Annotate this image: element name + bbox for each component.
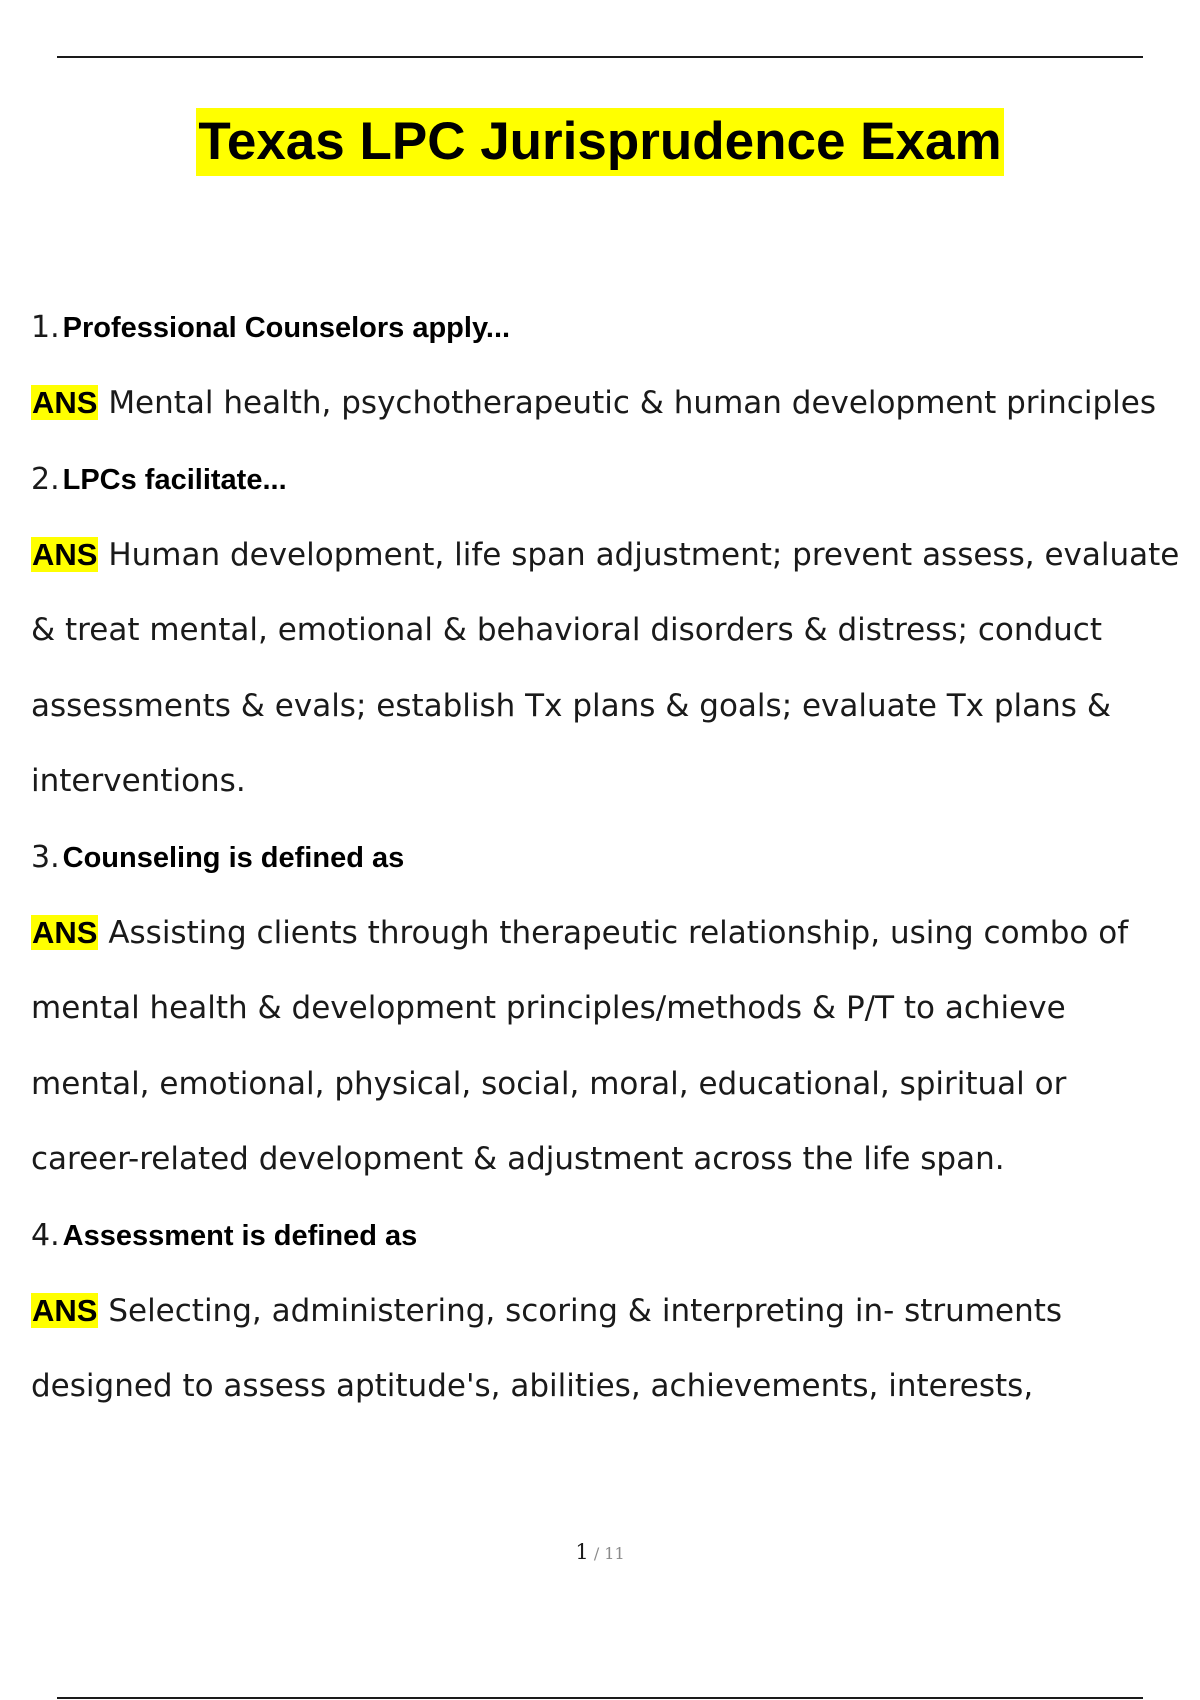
qa-item [31, 290, 1181, 442]
answer-text: Human development, life span adjustment; prevent assess, evaluate & treat mental, emotional & behavioral disorders & distress; conduct assessments & evals; establish Tx plans & goals; evaluate Tx plans & interventions. [31, 536, 1180, 799]
question-number: 4. [31, 1217, 60, 1253]
question-number: 2. [31, 461, 60, 497]
question-text: LPCs facilitate... [62, 463, 287, 496]
answer [31, 1273, 1181, 1425]
question [31, 290, 1181, 365]
answer [31, 895, 1181, 1198]
answer [31, 517, 1181, 820]
ans-label: ANS [32, 914, 98, 950]
page-total: / 11 [593, 1544, 625, 1563]
qa-item [31, 820, 1181, 1198]
ans-label: ANS [32, 536, 98, 572]
page-number [0, 1540, 1200, 1564]
document-title: Texas LPC Jurisprudence Exam [196, 108, 1003, 176]
answer-text: Assisting clients through therapeutic relationship, using combo of mental health & development principles/methods & P/T to achieve mental, emotional, physical, social, moral, educational, spiritual or career-related development & adjustment across the life span. [31, 914, 1129, 1177]
ans-label: ANS [32, 1292, 98, 1328]
top-rule [57, 56, 1143, 58]
qa-item [31, 1198, 1181, 1425]
question [31, 442, 1181, 517]
answer [31, 365, 1181, 442]
question-text: Counseling is defined as [62, 841, 405, 874]
question [31, 820, 1181, 895]
question [31, 1198, 1181, 1273]
answer-text: Mental health, psychotherapeutic & human development principles [108, 385, 1156, 421]
question-text: Assessment is defined as [62, 1219, 418, 1252]
question-number: 1. [31, 310, 60, 345]
bottom-rule [57, 1697, 1143, 1699]
qa-list [31, 290, 1181, 1425]
question-text: Professional Counselors apply... [62, 312, 511, 344]
ans-label: ANS [32, 385, 98, 420]
answer-text: Selecting, administering, scoring & interpreting in- struments designed to assess aptitude's, abilities, achievements, interests, [31, 1292, 1063, 1404]
question-number: 3. [31, 839, 60, 875]
title-container [0, 108, 1200, 176]
qa-item [31, 442, 1181, 820]
current-page: 1 [575, 1540, 589, 1564]
